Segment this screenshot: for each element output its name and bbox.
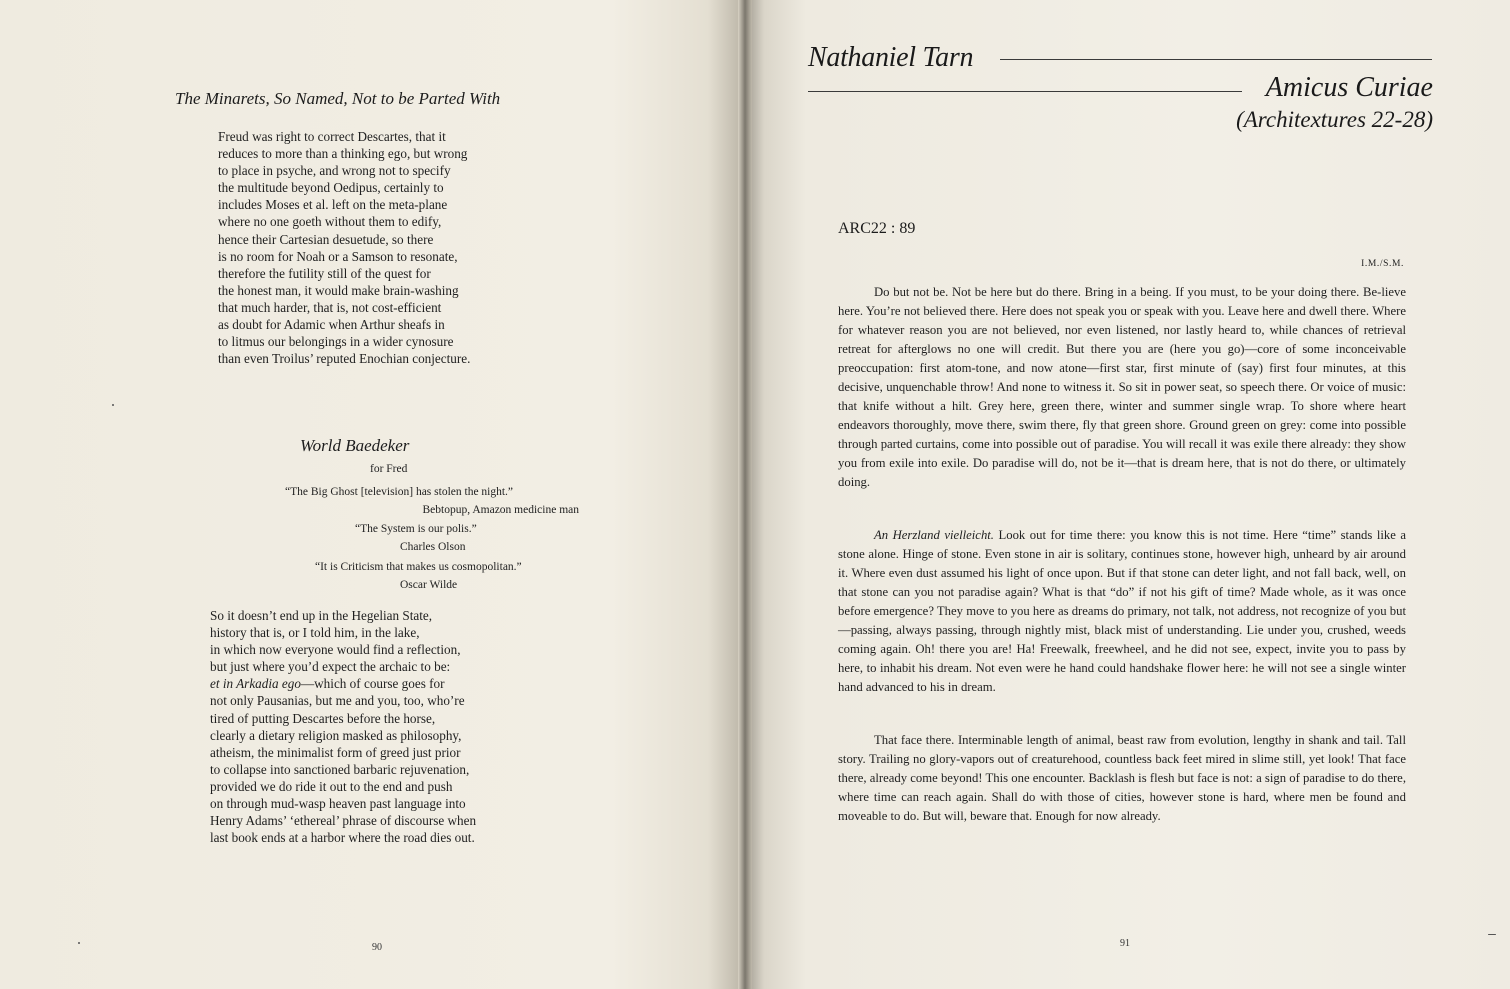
poem-line: to collapse into sanctioned barbaric rejuvenation, xyxy=(210,761,470,777)
poem-body-world-baedeker xyxy=(210,607,476,846)
poem-line: therefore the futility still of the quest for xyxy=(218,265,431,281)
poem-line: atheism, the minimalist form of greed just prior xyxy=(210,744,461,760)
prose-paragraph-1 xyxy=(838,283,1406,492)
epigraph-quote: “The System is our polis.” xyxy=(355,523,477,535)
poem-line: to place in psyche, and wrong not to specify xyxy=(218,163,451,179)
paragraph-text: Do but not be. Not be here but do there. Bring in a being. If you must, to be your doing there. Be-lieve here. You’re not believed there. Here does not speak you or speak with you. Leave here and dwell there. Where for whatever reason you are not believed, nor even listened, nor lastly heard to, while chances of retrieval retreat for afterglows no one will credit. But there you are (here you go)—core of some inconceivable preoccupation: first atom-tone, and now atone—first star, first minute of (say) first four minutes, at this decisive, unquenchable throw! And none to witness it. So sit in power seat, so speech there. Or voice of music: that knife without a hilt. Grey here, green there, winter and summer single wrap. To shore where heart endeavors thoroughly, move there, swim there, fly that green shore. Ground green on grey: come into possible through parted curtains, come into possible out of paradise. You will recall it was exile there already: they show you from exile into exile. Do paradise will do, not be it—that is dream here, that is not do there, or ultimately doing. xyxy=(838,285,1406,489)
poem-line: the multitude beyond Oedipus, certainly to xyxy=(218,180,444,196)
poem-line: on through mud-wasp heaven past language into xyxy=(210,796,466,812)
epigraph-attribution: Oscar Wilde xyxy=(400,579,458,591)
author-name: Nathaniel Tarn xyxy=(808,42,974,73)
poem-line: provided we do ride it out to the end and push xyxy=(210,778,453,794)
section-heading: ARC22 : 89 xyxy=(838,220,916,237)
epigraph-attribution: Charles Olson xyxy=(400,541,466,553)
poem-line: that much harder, that is, not cost-efficient xyxy=(218,299,442,315)
paragraph-text: That face there. Interminable length of animal, beast raw from evolution, lengthy in shank and tail. Tall story. Trailing no glory-vapors out of creaturehood, countless back feet mired in slime still, yet look! That face there, already come beyond! This one encounter. Backlash is flesh but face is not: a sign of paradise to do there, where time can reach again. Shall do with those of cities, however stone is hard, where men be found and moveable to do. But will, beware that. Enough for now already. xyxy=(838,733,1406,823)
poem-line: history that is, or I told him, in the lake, xyxy=(210,625,420,641)
poem-line: in which now everyone would find a reflection, xyxy=(210,642,461,658)
poem-title-world-baedeker: World Baedeker xyxy=(300,436,410,455)
epigraph-quote: “The Big Ghost [television] has stolen the night.” xyxy=(285,486,514,498)
paragraph-lead: An Herzland vielleicht. xyxy=(874,528,994,542)
header-rule-bottom xyxy=(808,91,1242,92)
epigraph-attribution: Bebtopup, Amazon medicine man xyxy=(422,504,579,516)
epigraph-1 xyxy=(285,483,579,519)
epigraph-2 xyxy=(355,520,477,556)
poem-line: last book ends at a harbor where the road dies out. xyxy=(210,830,475,846)
poem-line: clearly a dietary religion masked as philosophy, xyxy=(210,727,462,743)
poem-line: than even Troilus’ reputed Enochian conjecture. xyxy=(218,351,471,367)
prose-paragraph-3 xyxy=(838,731,1406,826)
poem-line: includes Moses et al. left on the meta-plane xyxy=(218,197,448,213)
poem-line: as doubt for Adamic when Arthur sheafs in xyxy=(218,317,445,333)
poem-line: but just where you’d expect the archaic to be: xyxy=(210,659,451,675)
dedication-initials: I.M./S.M. xyxy=(1361,259,1404,269)
poem-line: et in Arkadia ego—which of course goes for xyxy=(210,676,445,692)
book-gutter xyxy=(738,0,752,989)
series-subtitle: (Architextures 22-28) xyxy=(1236,107,1433,132)
poem-title-minarets: The Minarets, So Named, Not to be Parted With xyxy=(175,89,501,108)
poem-dedication: for Fred xyxy=(370,463,408,475)
paragraph-text: Look out for time there: you know this is not time. Here “time” stands like a stone alone. Hinge of stone. Even stone in air is solitary, continues stone, however high, unheard by air around it. Where even dust assumed his light of once upon. But if that stone can deter light, and not fall back, well, on that stone can you not paradise again? What is that “do” if not his gift of time? Made whole, as it was once before emergence? They move to you here as dreams do primary, not talk, not address, not recognize of you but—passing, always passing, through nightly mist, black mist of understanding. Lie under you, crushed, weeds coming again. Oh! there you are! Ha! Freewalk, freewheel, and he did not see, expect, invite you to pass by here, to inhabit his dream. Not even were he hand could handshake flower here: he will not see a single winter hand advanced to his in dream. xyxy=(838,528,1406,694)
prose-paragraph-2 xyxy=(838,526,1406,697)
page-number-right: 91 xyxy=(1120,938,1130,949)
paper-speck xyxy=(112,404,114,406)
poem-line: where no one goeth without them to edify, xyxy=(218,214,442,230)
poem-line: is no room for Noah or a Samson to resonate, xyxy=(218,248,458,264)
header-rule-top xyxy=(1000,59,1432,60)
poem-line: reduces to more than a thinking ego, but wrong xyxy=(218,146,468,162)
poem-line: So it doesn’t end up in the Hegelian State, xyxy=(210,608,433,623)
right-page xyxy=(745,0,1510,989)
poem-line: Henry Adams’ ‘ethereal’ phrase of discourse when xyxy=(210,813,477,829)
series-title: Amicus Curiae xyxy=(1265,72,1433,103)
poem-line: to litmus our belongings in a wider cynosure xyxy=(218,334,454,350)
epigraph-quote: “It is Criticism that makes us cosmopolitan.” xyxy=(315,561,522,573)
paper-speck xyxy=(78,942,80,944)
poem-line: not only Pausanias, but me and you, too, who’re xyxy=(210,693,465,709)
poem-line: hence their Cartesian desuetude, so there xyxy=(218,231,434,247)
page-number-left: 90 xyxy=(372,942,382,953)
poem-line: the honest man, it would make brain-washing xyxy=(218,282,459,298)
poem-body-minarets xyxy=(218,128,470,367)
paper-speck xyxy=(1488,934,1496,935)
poem-line: Freud was right to correct Descartes, that it xyxy=(218,129,446,144)
poem-line: tired of putting Descartes before the horse, xyxy=(210,710,436,726)
epigraph-3 xyxy=(315,558,522,594)
